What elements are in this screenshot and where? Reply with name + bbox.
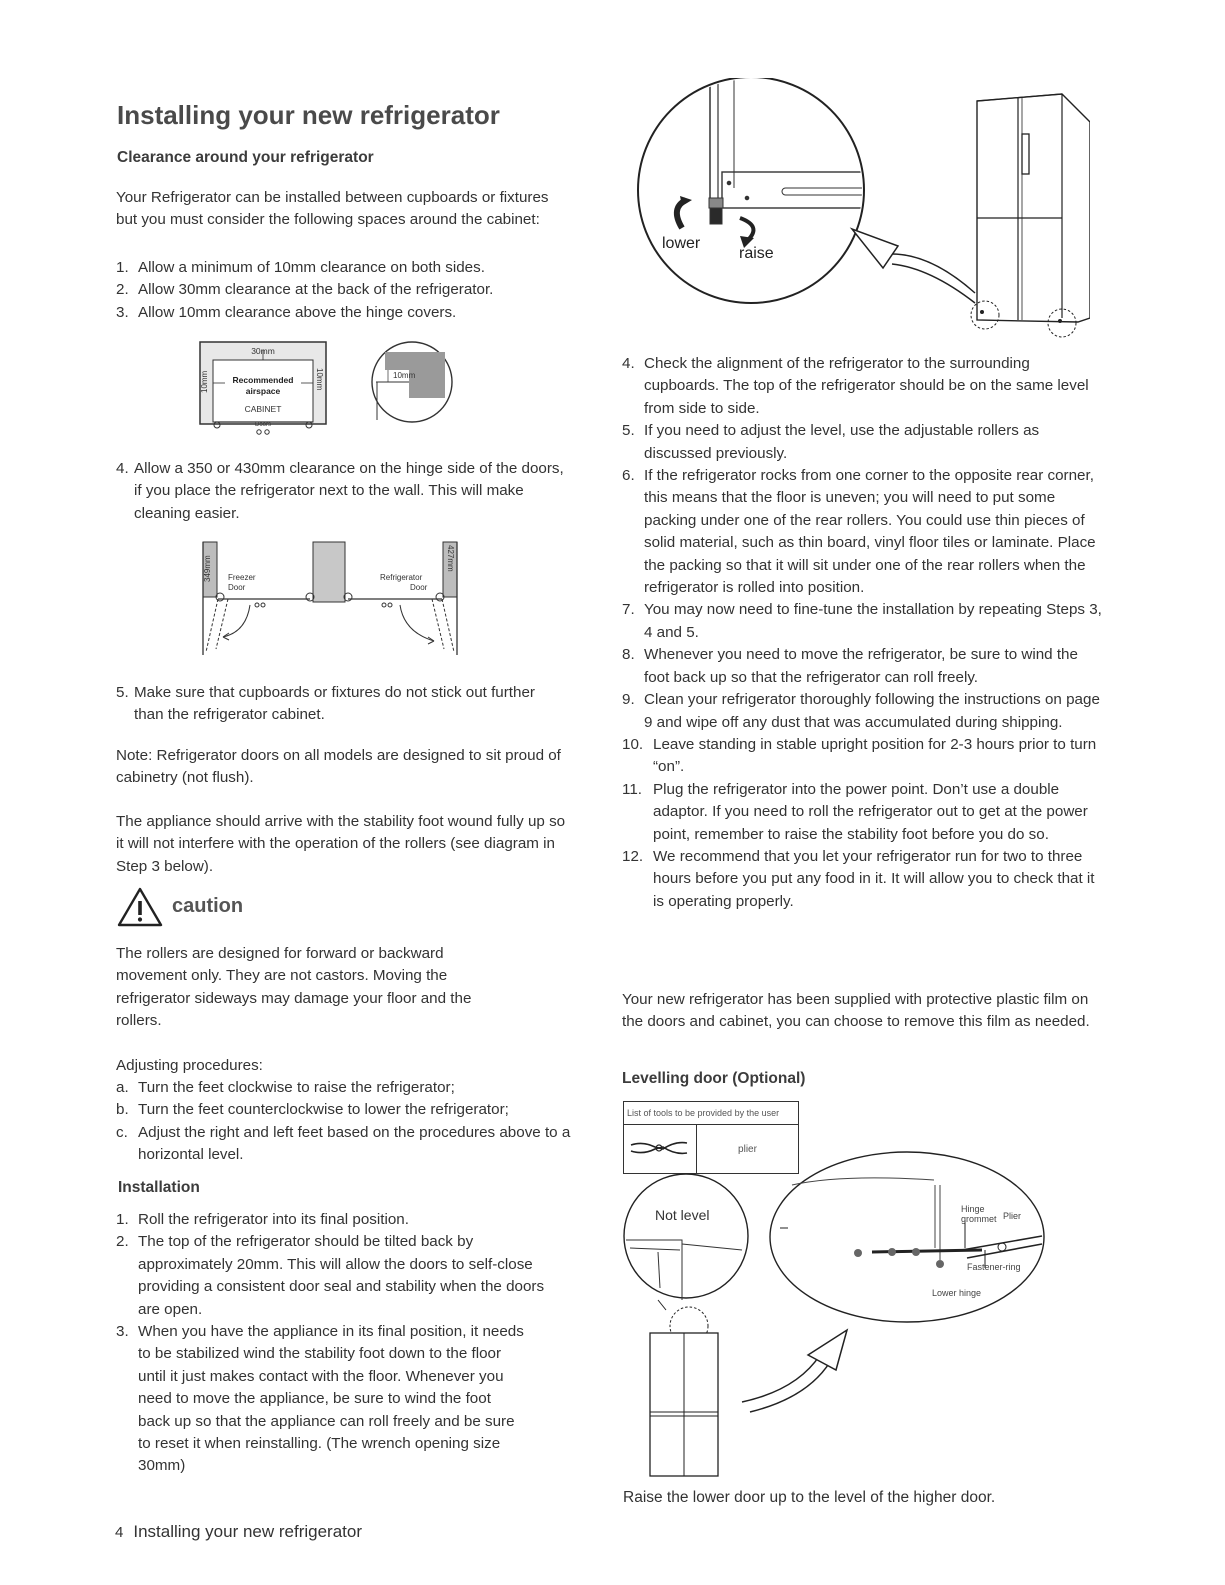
- list-item: 5. If you need to adjust the level, use the adjustable rollers as discussed previously.: [622, 422, 1040, 462]
- raise-label: raise: [739, 245, 774, 262]
- lower-label: lower: [662, 235, 701, 252]
- clearance-intro: Your Refrigerator can be installed between cupboards or fixtures but you must consider the following spaces around the cabinet:: [116, 189, 549, 229]
- dim-right-10mm: 10mm: [315, 368, 324, 391]
- list-item: 8. Whenever you need to move the refrigerator, be sure to wind the foot back up so that the refrigerator can roll freely.: [622, 646, 1078, 686]
- dim-427mm: 427mm: [446, 545, 455, 572]
- caution-text: The rollers are designed for forward or backward movement only. They are not castors. Moving the refrigerator sideways may damage your floor and the rollers.: [116, 945, 472, 1030]
- doors-label: Doors: [254, 422, 272, 428]
- list-item: 10. Leave standing in stable upright position for 2-3 hours prior to turn “on”.: [622, 735, 1097, 776]
- freezer-label: Freezer: [228, 573, 256, 582]
- dim-30mm: 30mm: [251, 346, 275, 356]
- list-item: 7. You may now need to fine-tune the installation by repeating Steps 3, 4 and 5.: [622, 601, 1102, 641]
- recommended-label: Recommended: [232, 375, 294, 385]
- lower-hinge-label: Lower hinge: [932, 1288, 982, 1298]
- list-item: 2. The top of the refrigerator should be tilted back by approximately 20mm. This will allow the doors to self-close providing a consistent door seal and stability when the doors are open.: [116, 1233, 545, 1318]
- warning-icon: [116, 886, 164, 928]
- dim-left-10mm: 10mm: [200, 370, 209, 393]
- list-item: a. Turn the feet clockwise to raise the refrigerator;: [116, 1079, 455, 1096]
- clearance-heading: Clearance around your refrigerator: [117, 149, 374, 166]
- right-steps-list: [622, 353, 1102, 913]
- hinge-grommet-label-1: Hinge: [961, 1204, 985, 1214]
- list-item: 9. Clean your refrigerator thoroughly following the instructions on page 9 and wipe off any dust that was accumulated during shipping.: [622, 691, 1100, 731]
- list-item: 1. Allow a minimum of 10mm clearance on both sides.: [116, 259, 485, 276]
- footer-title: Installing your new refrigerator: [133, 1522, 363, 1541]
- levelling-door-figure: [622, 1140, 1082, 1480]
- list-item: 3. When you have the appliance in its final position, it needs to be stabilized wind the stability foot down to the floor until it just makes contact with the floor. Whenever you need to move the appliance, be sure to wind the foot back up so that the appliance can roll freely and be sure to reset it when reinstalling. (The wrench opening size 30mm): [116, 1323, 524, 1475]
- list-item: 12. We recommend that you let your refrigerator run for two to three hours before you put any food in it. It will allow you to check that it is operating properly.: [622, 847, 1095, 910]
- cabinet-label: CABINET: [244, 404, 282, 414]
- airspace-label: airspace: [245, 386, 281, 396]
- installation-list: [116, 1209, 546, 1478]
- dim-349mm: 349mm: [203, 555, 212, 582]
- freezer-door-label: Door: [228, 583, 246, 592]
- list-item: b. Turn the feet counterclockwise to lower the refrigerator;: [116, 1101, 509, 1119]
- hinge-grommet-label-2: grommet: [961, 1214, 997, 1224]
- film-text: Your new refrigerator has been supplied with protective plastic film on the doors and cabinet, you can choose to remove this film as needed.: [622, 991, 1090, 1031]
- clearance-item-5: 5. Make sure that cupboards or fixtures do not stick out further than the refrigerator cabinet.: [116, 684, 535, 724]
- clearance-list: [116, 257, 556, 324]
- dim-hinge-10mm: 10mm: [393, 371, 416, 380]
- fastener-ring-label: Fastener-ring: [967, 1262, 1021, 1272]
- plier-label: Plier: [1003, 1211, 1022, 1221]
- page-footer: [115, 1522, 362, 1542]
- list-item: 4. Check the alignment of the refrigerator to the surrounding cupboards. The top of the refrigerator should be on the same level from side to side.: [622, 355, 1089, 417]
- note-text: Note: Refrigerator doors on all models are designed to sit proud of cabinetry (not flush).: [116, 747, 561, 787]
- door-swing-diagram: [198, 537, 463, 662]
- list-item: 3. Allow 10mm clearance above the hinge covers.: [116, 303, 457, 321]
- clearance-item-4: 4. Allow a 350 or 430mm clearance on the hinge side of the doors, if you place the refrigerator next to the wall. This will make cleaning easier.: [116, 460, 564, 522]
- installation-heading: Installation: [118, 1179, 200, 1196]
- levelling-heading: Levelling door (Optional): [622, 1070, 806, 1087]
- stability-text: The appliance should arrive with the stability foot wound fully up so it will not interfere with the operation of the rollers (see diagram in Step 3 below).: [116, 813, 566, 875]
- not-level-label: Not level: [655, 1207, 710, 1223]
- tool-name: plier: [697, 1125, 799, 1174]
- caution-label: caution: [172, 895, 244, 917]
- adjusting-heading: Adjusting procedures:: [116, 1057, 263, 1074]
- clearance-diagram: [195, 338, 465, 438]
- page-number: 4: [115, 1524, 124, 1541]
- list-item: c. Adjust the right and left feet based on the procedures above to a horizontal level.: [116, 1123, 571, 1164]
- page-title: Installing your new refrigerator: [117, 100, 500, 130]
- levelling-caption: Raise the lower door up to the level of the higher door.: [623, 1489, 996, 1506]
- list-item: 6. If the refrigerator rocks from one corner to the opposite rear corner, this means that the floor is uneven; you will need to put some packing under one of the rear rollers. You could use thin pieces of solid material, such as thin board, vinyl floor tiles or laminate. Place the packing so that it will sit under one of the rear rollers when the refrigerator is rolled into position.: [622, 467, 1096, 597]
- foot-adjust-figure: [630, 78, 1090, 340]
- list-item: 2. Allow 30mm clearance at the back of the refrigerator.: [116, 281, 494, 299]
- refrigerator-door-label: Door: [410, 583, 428, 592]
- tools-header: List of tools to be provided by the user: [624, 1102, 799, 1125]
- refrigerator-label: Refrigerator: [380, 573, 423, 582]
- list-item: 1. Roll the refrigerator into its final position.: [116, 1211, 409, 1228]
- list-item: 11. Plug the refrigerator into the power point. Don’t use a double adaptor. If you need to roll the refrigerator out to get at the power point, remember to raise the stability foot before you do so.: [622, 780, 1088, 843]
- adjusting-list: [116, 1077, 586, 1167]
